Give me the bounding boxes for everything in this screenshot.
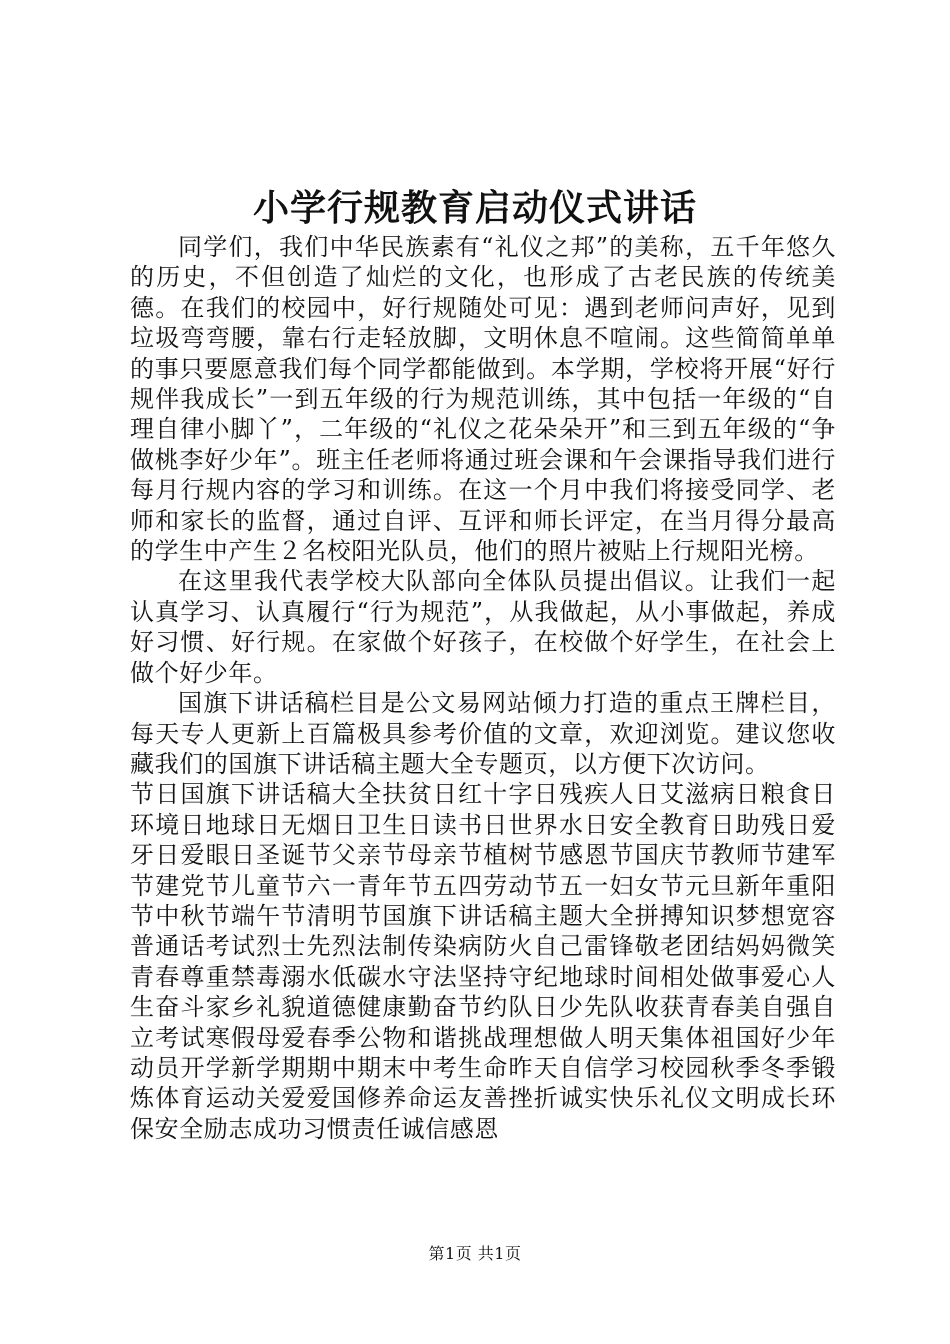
document-body <box>130 232 836 1144</box>
topic-tag-list: 节日国旗下讲话稿大全扶贫日红十字日残疾人日艾滋病日粮食日环境日地球日无烟日卫生日读书日世界水日安全教育日助残日爱牙日爱眼日圣诞节父亲节母亲节植树节感恩节国庆节教师节建军节建党节儿童节六一青年节五四劳动节五一妇女节元旦新年重阳节中秋节端午节清明节国旗下讲话稿主题大全拼搏知识梦想宽容普通话考试烈士先烈法制传染病防火自己雷锋敬老团结妈妈微笑青春尊重禁毒溺水低碳水守法坚持守纪地球时间相处做事爱心人生奋斗家乡礼貌道德健康勤奋节约队日少先队收获青春美自强自立考试寒假母爱春季公物和谐挑战理想做人明天集体祖国好少年动员开学新学期期中期末中考生命昨天自信学习校园秋季冬季锻炼体育运动关爱爱国修养命运友善挫折诚实快乐礼仪文明成长环保安全励志成功习惯责任诚信感恩 <box>130 780 836 1143</box>
page-number-footer: 第1页 共1页 <box>428 1244 522 1263</box>
paragraph-2: 在这里我代表学校大队部向全体队员提出倡议。让我们一起认真学习、认真履行“行为规范”，从我做起，从小事做起，养成好习惯、好行规。在家做个好孩子，在校做个好学生，在社会上做个好少年。 <box>130 567 836 687</box>
paragraph-1: 同学们，我们中华民族素有“礼仪之邦”的美称，五千年悠久的历史，不但创造了灿烂的文化，也形成了古老民族的传统美德。在我们的校园中，好行规随处可见：遇到老师问声好，见到垃圾弯弯腰，靠右行走轻放脚，文明休息不喧闹。这些简简单单的事只要愿意我们每个同学都能做到。本学期，学校将开展“好行规伴我成长”一到五年级的行为规范训练，其中包括一年级的“自理自律小脚丫”，二年级的“礼仪之花朵朵开”和三到五年级的“争做桃李好少年”。班主任老师将通过班会课和午会课指导我们进行每月行规内容的学习和训练。在这一个月中我们将接受同学、老师和家长的监督，通过自评、互评和师长评定，在当月得分最高的学生中产生２名校阳光队员，他们的照片被贴上行规阳光榜。 <box>130 233 836 566</box>
document-title: 小学行规教育启动仪式讲话 <box>252 187 697 229</box>
paragraph-3: 国旗下讲话稿栏目是公文易网站倾力打造的重点王牌栏目，每天专人更新上百篇极具参考价值的文章，欢迎浏览。建议您收藏我们的国旗下讲话稿主题大全专题页，以方便下次访问。 <box>130 689 836 778</box>
